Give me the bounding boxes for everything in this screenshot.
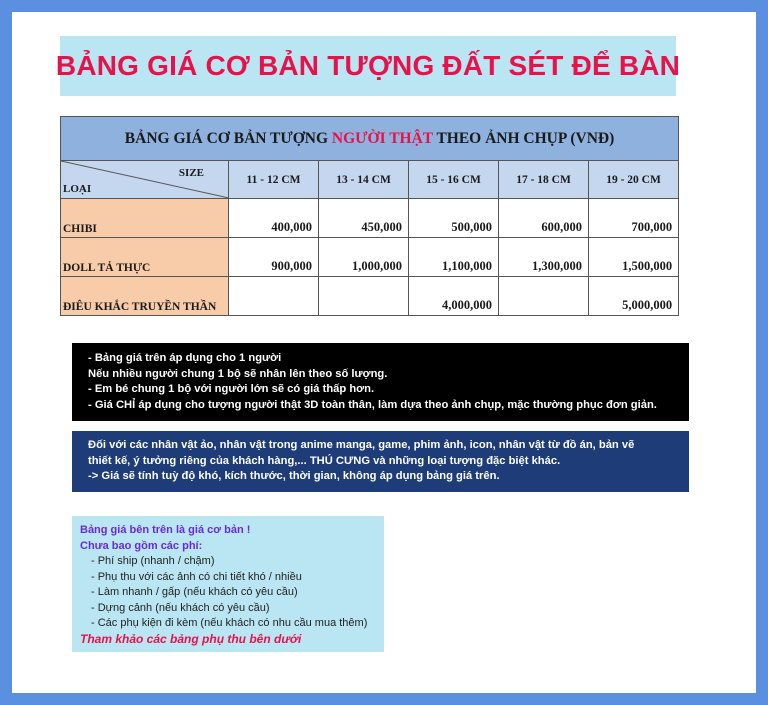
extra-fees-box bbox=[72, 516, 384, 652]
table-row bbox=[61, 199, 679, 238]
table-heading-prefix: BẢNG GIÁ CƠ BẢN TƯỢNG bbox=[124, 129, 329, 147]
type-label: LOẠI bbox=[63, 183, 92, 195]
table-row bbox=[61, 277, 679, 316]
special-cases-note-box bbox=[72, 431, 689, 492]
size-header: 19 - 20 CM bbox=[589, 161, 679, 199]
note-line: - Giá CHỈ áp dụng cho tượng người thật 3D toàn thân, làm dựa theo ảnh chụp, mặc thường phục đơn giản. bbox=[88, 398, 657, 411]
price-cell: 5,000,000 bbox=[589, 277, 679, 316]
price-cell: 450,000 bbox=[319, 199, 409, 238]
table-row bbox=[61, 238, 679, 277]
page-title: BẢNG GIÁ CƠ BẢN TƯỢNG ĐẤT SÉT ĐỂ BÀN bbox=[60, 36, 676, 96]
price-table-wrapper bbox=[60, 116, 678, 316]
price-table bbox=[60, 116, 679, 316]
size-label: SIZE bbox=[178, 167, 204, 179]
reference-note: Tham khảo các bảng phụ thu bên dưới bbox=[80, 631, 302, 646]
price-cell: 600,000 bbox=[499, 199, 589, 238]
table-heading-highlight: NGƯỜI THẬT bbox=[331, 129, 433, 147]
note-line: -> Giá sẽ tính tuỳ độ khó, kích thước, thời gian, không áp dụng bảng giá trên. bbox=[88, 470, 500, 482]
fee-item: - Làm nhanh / gấp (nếu khách có yêu cầu) bbox=[91, 586, 298, 598]
row-type-sculpture: ĐIÊU KHẮC TRUYỀN THẦN bbox=[61, 277, 229, 316]
price-cell: 1,500,000 bbox=[589, 238, 679, 277]
price-cell bbox=[499, 277, 589, 316]
fee-item: - Các phụ kiện đi kèm (nếu khách có nhu cầu mua thêm) bbox=[91, 617, 368, 629]
row-type-chibi: CHIBI bbox=[61, 199, 229, 238]
note-line: - Em bé chung 1 bộ với người lớn sẽ có giá thấp hơn. bbox=[88, 383, 375, 395]
price-cell: 1,300,000 bbox=[499, 238, 589, 277]
price-cell: 1,000,000 bbox=[319, 238, 409, 277]
fees-heading: Chưa bao gồm các phí: bbox=[80, 539, 203, 552]
size-header: 13 - 14 CM bbox=[319, 161, 409, 199]
price-cell bbox=[229, 277, 319, 316]
conditions-note-box bbox=[72, 343, 689, 421]
table-heading-suffix: THEO ẢNH CHỤP (VNĐ) bbox=[436, 129, 615, 147]
row-type-doll: DOLL TẢ THỰC bbox=[61, 238, 229, 277]
price-cell: 400,000 bbox=[229, 199, 319, 238]
base-price-note: Bảng giá bên trên là giá cơ bản ! bbox=[80, 524, 251, 536]
note-line: - Bảng giá trên áp dụng cho 1 người bbox=[88, 352, 282, 364]
price-cell: 4,000,000 bbox=[409, 277, 499, 316]
note-line: Nếu nhiều người chung 1 bộ sẽ nhân lên theo số lượng. bbox=[88, 367, 388, 380]
price-cell: 900,000 bbox=[229, 238, 319, 277]
note-line: Đối với các nhân vật ảo, nhân vật trong anime manga, game, phim ảnh, icon, nhân vật từ đồ án, bản vẽ bbox=[88, 439, 635, 451]
price-cell: 500,000 bbox=[409, 199, 499, 238]
price-cell bbox=[319, 277, 409, 316]
size-header: 15 - 16 CM bbox=[409, 161, 499, 199]
note-line: thiết kế, ý tưởng riêng của khách hàng,... THÚ CƯNG và những loại tượng đặc biệt khác. bbox=[88, 454, 561, 467]
fee-item: - Phụ thu với các ảnh có chi tiết khó / nhiều bbox=[91, 570, 302, 583]
size-header: 11 - 12 CM bbox=[229, 161, 319, 199]
fee-item: - Phí ship (nhanh / chậm) bbox=[91, 555, 215, 567]
price-cell: 1,100,000 bbox=[409, 238, 499, 277]
size-header: 17 - 18 CM bbox=[499, 161, 589, 199]
corner-header-cell bbox=[61, 161, 229, 199]
table-heading bbox=[61, 117, 679, 161]
fee-item: - Dựng cảnh (nếu khách có yêu cầu) bbox=[91, 601, 270, 614]
size-header-row bbox=[61, 161, 679, 199]
price-cell: 700,000 bbox=[589, 199, 679, 238]
